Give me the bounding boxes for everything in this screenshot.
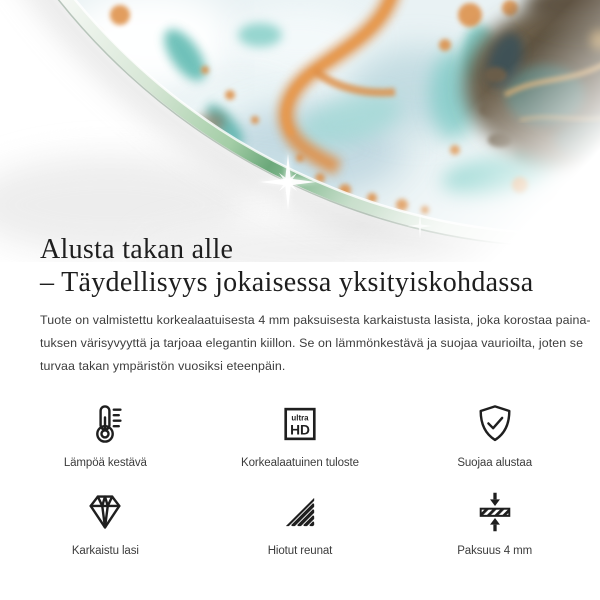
description-line: tuksen värisyvyyttä ja tarjoaa elegantin kiillon. Se on lämmönkestävä ja suojaa vaurioilta, joten se bbox=[40, 336, 584, 350]
product-description bbox=[40, 309, 591, 378]
polished-edges-icon bbox=[278, 490, 322, 534]
feature-ultra-hd-print bbox=[203, 402, 398, 470]
feature-label: Hiotut reunat bbox=[267, 545, 333, 557]
feature-polished-edges bbox=[203, 490, 398, 558]
feature-label: Lämpöä kestävä bbox=[63, 457, 147, 469]
description-line: Tuote on valmistettu korkealaatuisesta 4 mm paksuisesta karkaistusta lasista, joka korostaa paina- bbox=[40, 313, 591, 327]
feature-label: Korkealaatuinen tuloste bbox=[241, 457, 359, 469]
svg-text:ultra: ultra bbox=[291, 413, 309, 423]
svg-text:HD: HD bbox=[290, 422, 310, 438]
feature-heat-resistant bbox=[8, 402, 203, 470]
feature-tempered-glass bbox=[8, 490, 203, 558]
page-title-line2: – Täydellisyys jokaisessa yksityiskohdassa bbox=[40, 267, 534, 298]
feature-label: Karkaistu lasi bbox=[71, 545, 139, 557]
page-title bbox=[40, 233, 534, 299]
feature-thickness-4mm bbox=[397, 490, 592, 558]
feature-label: Paksuus 4 mm bbox=[457, 545, 533, 557]
ultra-hd-icon bbox=[278, 402, 322, 446]
shield-check-icon bbox=[473, 402, 517, 446]
feature-protects-surface bbox=[397, 402, 592, 470]
feature-grid bbox=[8, 402, 592, 558]
page-title-line1: Alusta takan alle bbox=[40, 234, 234, 265]
description-line: turvaa takan ympäristön vuosiksi eteenpäin. bbox=[40, 359, 286, 373]
thermometer-icon bbox=[83, 402, 127, 446]
thickness-icon bbox=[473, 490, 517, 534]
diamond-icon bbox=[83, 490, 127, 534]
feature-label: Suojaa alustaa bbox=[457, 457, 532, 469]
